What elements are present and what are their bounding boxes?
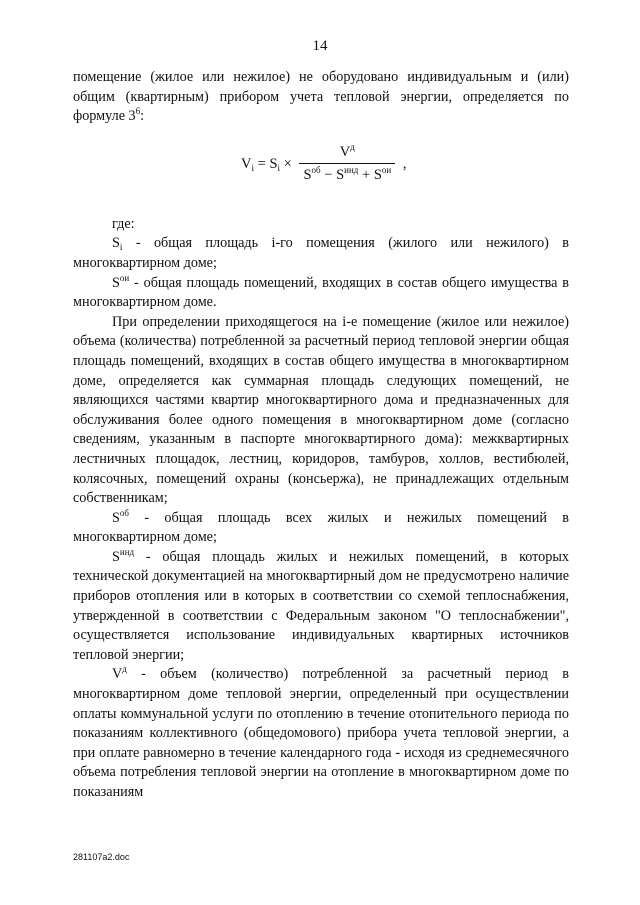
- formula-block: [73, 137, 569, 201]
- page-number: 14: [312, 38, 328, 54]
- definition-si: $S_i$ - общая площадь i-го помещения (жилого или нежилого) в многоквартирном доме;: [73, 235, 569, 271]
- formula-fraction: [299, 143, 395, 186]
- formula-times: ×: [280, 155, 296, 172]
- definition-soi: $S^{ои}$ - общая площадь помещений, входящих в состав общего имущества в многоквартирном доме.: [73, 272, 569, 311]
- footnote-ref: 6: [135, 106, 141, 117]
- formula-denominator: $S^{об} - S^{инд} + S^{ои}$: [303, 165, 392, 184]
- intro-paragraph: [73, 68, 569, 127]
- formula-comma: ,: [399, 155, 407, 172]
- intro-colon: :: [140, 108, 145, 125]
- intro-text: помещение (жилое или нежилое) не оборудовано индивидуальным и (или) общим (квартирным) прибором учета тепловой энергии, определяется по формуле 3: [73, 69, 569, 125]
- common-property-paragraph: При определении приходящегося на i-е помещение (жилое или нежилое) объема (количества) потребленной за расчетный период тепловой энергии общая площадь помещений, входящих в состав общего имущества в многоквартирном доме, определяется как суммарная площадь следующих помещений, не являющихся частями квартир многоквартирного дома и предназначенных для обслуживания более одного помещения в многоквартирном доме (согласно сведениям, указанным в паспорте многоквартирного дома): межквартирных лестничных площадок, лестниц, коридоров, тамбуров, холлов, вестибюлей, колясочных, помещений охраны (консьержа), не принадлежащих отдельным собственникам;: [73, 313, 569, 507]
- definition-sind: $S^{инд}$ - общая площадь жилых и нежилых помещений, в которых технической документацией на многоквартирный дом не предусмотрено наличие приборов отопления или в которых в соответствии со схемой теплоснабжения, утвержденной в соответствии с Федеральным законом "О теплоснабжении", осуществляется использование индивидуальных квартирных источников тепловой энергии;: [73, 546, 569, 663]
- file-name-footer: 281107a2.doc: [73, 852, 130, 862]
- where-label: где:: [112, 215, 135, 232]
- formula-equals: =: [254, 155, 270, 172]
- formula-area-term: $S_i$: [269, 155, 281, 173]
- formula-lhs: $V_i$: [241, 155, 254, 173]
- formula: [241, 143, 406, 186]
- definition-sob: $S^{об}$ - общая площадь всех жилых и нежилых помещений в многоквартирном доме;: [73, 507, 569, 546]
- document-body: [73, 68, 569, 803]
- formula-numerator: $V^д$: [339, 141, 355, 160]
- definition-vd: $V^д$ - объем (количество) потребленной за расчетный период в многоквартирном доме тепловой энергии, определенный при осуществлении оплаты коммунальной услуги по отоплению в течение отопительного периода по показаниям коллективного (общедомового) прибора учета тепловой энергии, а при оплате равномерно в течение календарного года - исходя из среднемесячного объема потребления тепловой энергии на отопление в многоквартирном доме по показаниям: [73, 664, 569, 800]
